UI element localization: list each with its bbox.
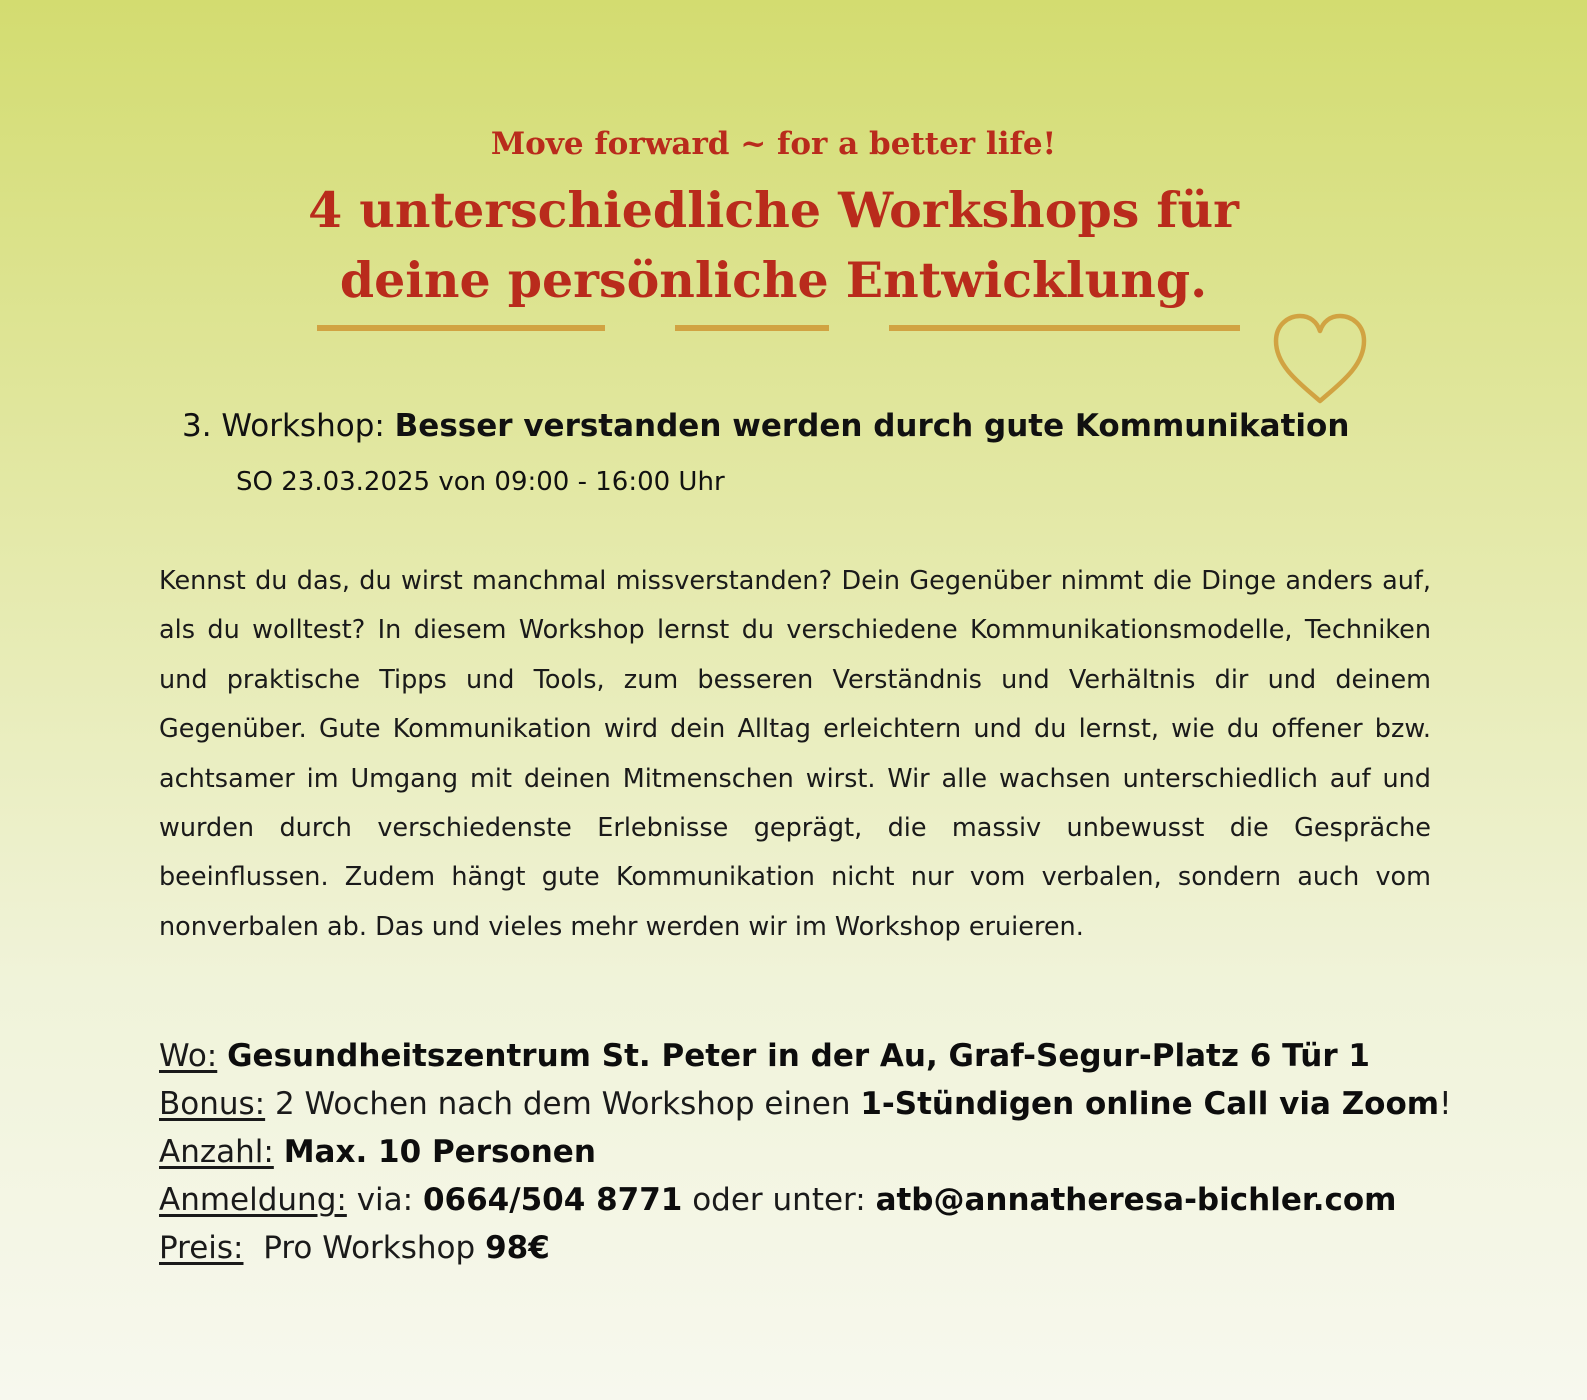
info-capacity [159,1128,1479,1176]
info-block [159,1032,1479,1272]
divider-rule-middle [675,325,829,331]
bonus-text: 2 Wochen nach dem Workshop einen [274,1086,851,1122]
price-label: Preis: [159,1230,244,1266]
divider-rule-left [317,325,605,331]
bonus-label: Bonus: [159,1086,266,1122]
capacity-label: Anzahl: [159,1134,274,1170]
registration-email[interactable]: atb@annatheresa-bichler.com [875,1182,1397,1218]
registration-phone[interactable]: 0664/504 8771 [422,1182,683,1218]
info-registration [159,1176,1479,1224]
price-text: Pro Workshop [263,1230,476,1266]
location-label: Wo: [159,1038,218,1074]
divider-rule-right [889,325,1240,331]
workshop-title [182,408,1349,444]
info-bonus [159,1080,1479,1128]
registration-or: oder unter: [692,1182,866,1218]
workshop-date: SO 23.03.2025 von 09:00 - 16:00 Uhr [236,467,725,497]
heart-icon [1272,313,1368,411]
workshop-description: Kennst du das, du wirst manchmal missverstanden? Dein Gegenüber nimmt die Dinge anders auf, als du wolltest? In diesem Workshop lernst du verschiedene Kommunikationsmodelle, Techniken und praktische Tipps und Tools, zum besseren Verständnis und Verhältnis dir und deinem Gegenüber. Gute Kommunikation wird dein Alltag erleichtern und du lernst, wie du offener bzw. achtsamer im Umgang mit deinen Mitmenschen wirst. Wir alle wachsen unterschiedlich auf und wurden durch verschiedenste Erlebnisse geprägt, die massiv unbewusst die Gespräche beeinflussen. Zudem hängt gute Kommunikation nicht nur vom verbalen, sondern auch vom nonverbalen ab. Das und vieles mehr werden wir im Workshop eruieren. [159,566,1431,942]
headline-line-2: deine persönliche Entwicklung. [339,251,1208,309]
bonus-suffix: ! [1439,1086,1452,1122]
workshop-prefix: 3. Workshop: [182,408,395,444]
capacity-value: Max. 10 Personen [283,1134,596,1170]
info-location [159,1032,1479,1080]
tagline: Move forward ~ for a better life! [490,126,1057,162]
bonus-highlight: 1-Stündigen online Call via Zoom [860,1086,1440,1122]
headline-line-1: 4 unterschiedliche Workshops für [308,181,1239,239]
workshop-name: Besser verstanden werden durch gute Kommunikation [394,408,1350,444]
registration-via: via: [356,1182,414,1218]
registration-label: Anmeldung: [159,1182,347,1218]
price-value: 98€ [485,1230,550,1266]
headline [0,175,1547,315]
info-price [159,1224,1479,1272]
location-value: Gesundheitszentrum St. Peter in der Au, Graf-Segur-Platz 6 Tür 1 [227,1038,1370,1074]
